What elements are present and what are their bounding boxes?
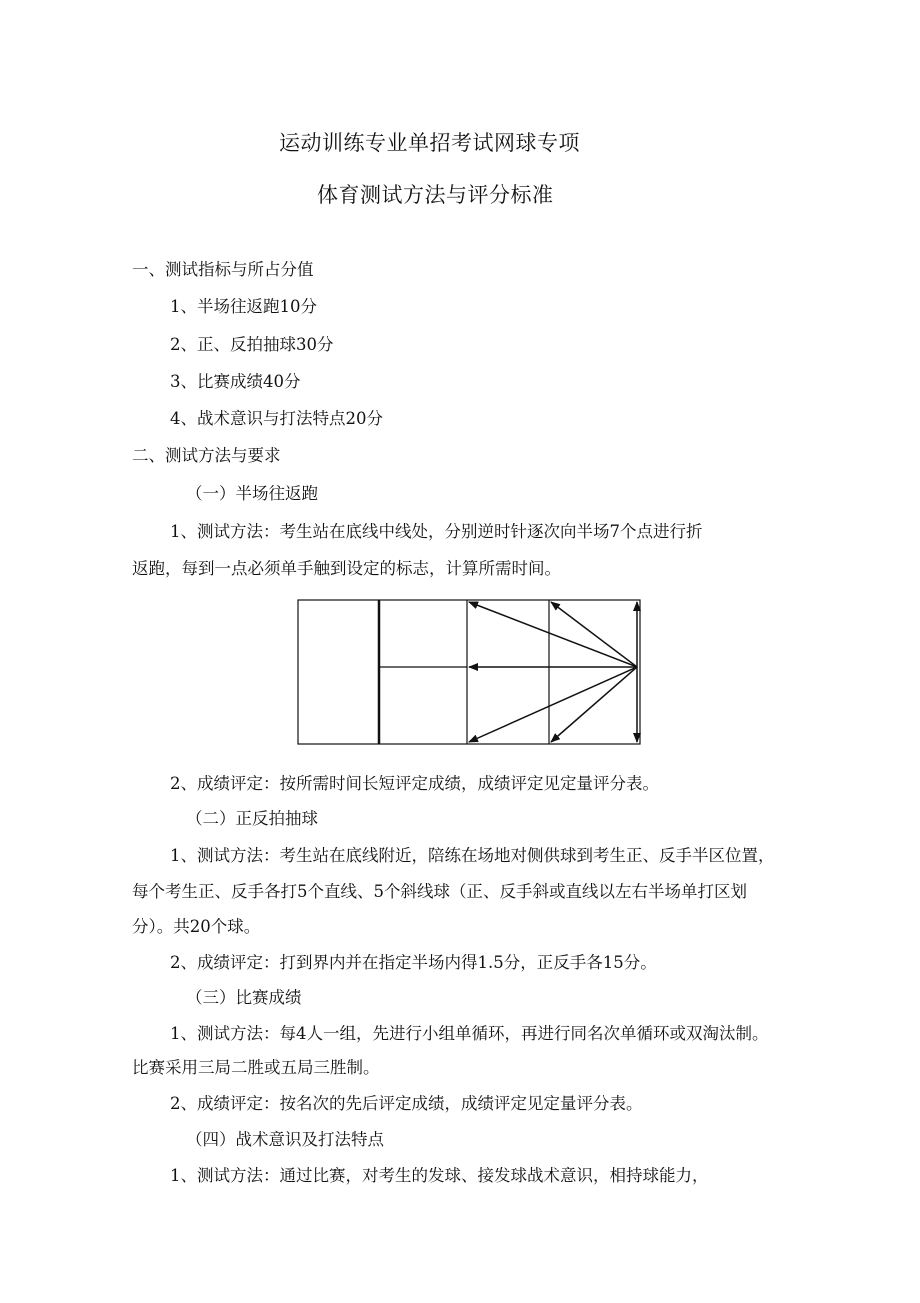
court-outline (298, 600, 640, 744)
sub3-method-line2: 比赛采用三局二胜或五局三胜制。 (132, 1058, 380, 1077)
sub2-method-line1: 1、测试方法：考生站在底线附近，陪练在场地对侧供球到考生正、反手半区位置， (170, 846, 775, 865)
arrow-to-mid-bottom (551, 667, 637, 742)
section1-item: 4、战术意识与打法特点20分 (170, 409, 383, 428)
sub4-method-line1: 1、测试方法：通过比赛，对考生的发球、接发球战术意识，相持球能力， (170, 1166, 709, 1185)
run-arrows (469, 602, 637, 742)
sub4-title: （四）战术意识及打法特点 (186, 1130, 384, 1149)
sub3-title: （三）比赛成绩 (186, 988, 302, 1007)
sub1-scoring: 2、成绩评定：按所需时间长短评定成绩，成绩评定见定量评分表。 (170, 774, 659, 793)
arrow-to-net-bottom (469, 667, 637, 742)
sub2-method-line2: 每个考生正、反手各打5个直线、5个斜线球（正、反手斜或直线以左右半场单打区划 (132, 882, 747, 901)
sub2-title: （二）正反拍抽球 (186, 809, 318, 828)
sub2-method-line3: 分）。共20个球。 (132, 917, 261, 936)
document-title-line2: 体育测试方法与评分标准 (317, 183, 554, 207)
sub3-scoring: 2、成绩评定：按名次的先后评定成绩，成绩评定见定量评分表。 (170, 1094, 643, 1113)
section1-item: 3、比赛成绩40分 (170, 372, 301, 391)
arrow-to-mid-top (551, 602, 637, 667)
section2-heading: 二、测试方法与要求 (132, 446, 281, 465)
sub1-method-line1: 1、测试方法：考生站在底线中线处，分别逆时针逐次向半场7个点进行折 (170, 522, 703, 541)
sub1-method-line2: 返跑，每到一点必须单手触到设定的标志，计算所需时间。 (132, 559, 561, 578)
sub3-method-line1: 1、测试方法：每4人一组，先进行小组单循环，再进行同名次单循环或双淘汰制。 (170, 1024, 769, 1043)
sub2-scoring: 2、成绩评定：打到界内并在指定半场内得1.5分，正反手各15分。 (170, 953, 657, 972)
document-title-line1: 运动训练专业单招考试网球专项 (279, 131, 580, 155)
section1-heading: 一、测试指标与所占分值 (132, 260, 314, 279)
court-lines (298, 600, 640, 744)
sub1-title: （一）半场往返跑 (186, 484, 318, 503)
section1-item: 2、正、反拍抽球30分 (170, 335, 334, 354)
arrow-to-net-top (469, 602, 637, 667)
section1-item: 1、半场往返跑10分 (170, 297, 317, 316)
shuttle-run-diagram (296, 596, 644, 748)
